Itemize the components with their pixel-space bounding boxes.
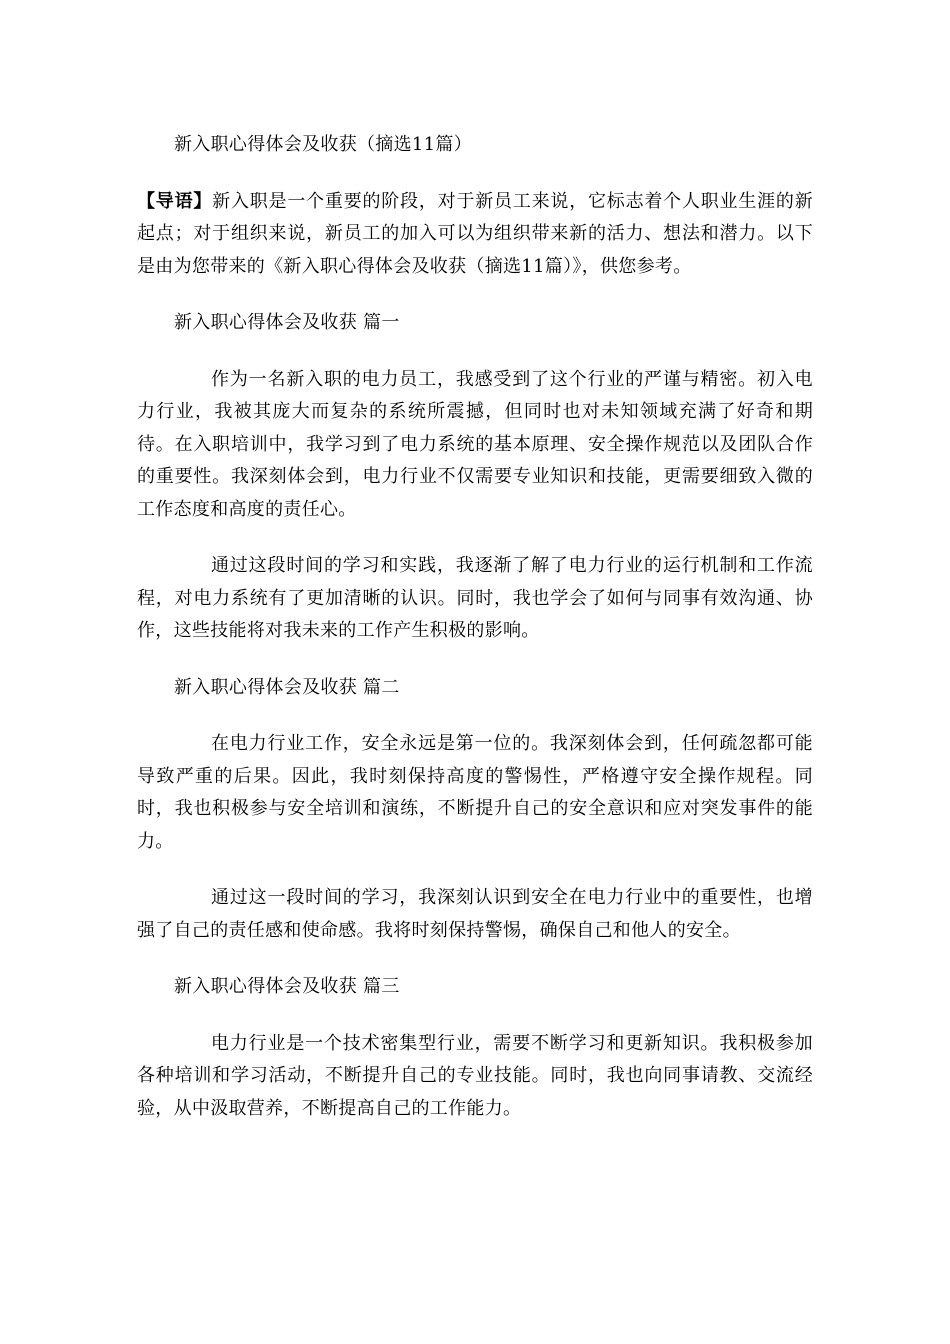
section-paragraph: 通过这段时间的学习和实践，我逐渐了解了电力行业的运行机制和工作流程，对电力系统有了更加清晰的认识。同时，我也学会了如何与同事有效沟通、协作，这些技能将对我未来的工作产生积极的影响。 — [137, 555, 813, 641]
section-heading: 新入职心得体会及收获 篇三 — [174, 976, 400, 997]
intro-text: 新入职是一个重要的阶段，对于新员工来说，它标志着个人职业生涯的新起点；对于组织来说，新员工的加入可以为组织带来新的活力、想法和潜力。以下是由为您带来的《新入职心得体会及收获（摘选11篇）》，供您参考。 — [137, 190, 813, 277]
section-paragraph: 在电力行业工作，安全永远是第一位的。我深刻体会到，任何疏忽都可能导致严重的后果。因此，我时刻保持高度的警惕性，严格遵守安全操作规程。同时，我也积极参与安全培训和演练，不断提升自己的安全意识和应对突发事件的能力。 — [137, 733, 813, 852]
intro-label: 【导语】 — [137, 190, 213, 212]
section-paragraph: 作为一名新入职的电力员工，我感受到了这个行业的严谨与精密。初入电力行业，我被其庞大而复杂的系统所震撼，但同时也对未知领域充满了好奇和期待。在入职培训中，我学习到了电力系统的基本原理、安全操作规范以及团队合作的重要性。我深刻体会到，电力行业不仅需要专业知识和技能，更需要细致入微的工作态度和高度的责任心。 — [137, 368, 813, 520]
section-paragraph: 电力行业是一个技术密集型行业，需要不断学习和更新知识。我积极参加各种培训和学习活动，不断提升自己的专业技能。同时，我也向同事请教、交流经验，从中汲取营养，不断提高自己的工作能力。 — [137, 1032, 813, 1119]
section-paragraph: 通过这一段时间的学习，我深刻认识到安全在电力行业中的重要性，也增强了自己的责任感和使命感。我将时刻保持警惕，确保自己和他人的安全。 — [137, 887, 813, 941]
section-heading: 新入职心得体会及收获 篇二 — [174, 676, 400, 698]
section-heading: 新入职心得体会及收获 篇一 — [174, 312, 400, 333]
document-title: 新入职心得体会及收获（摘选11篇） — [174, 134, 473, 155]
intro-paragraph — [137, 186, 813, 284]
document-body — [137, 129, 813, 1149]
